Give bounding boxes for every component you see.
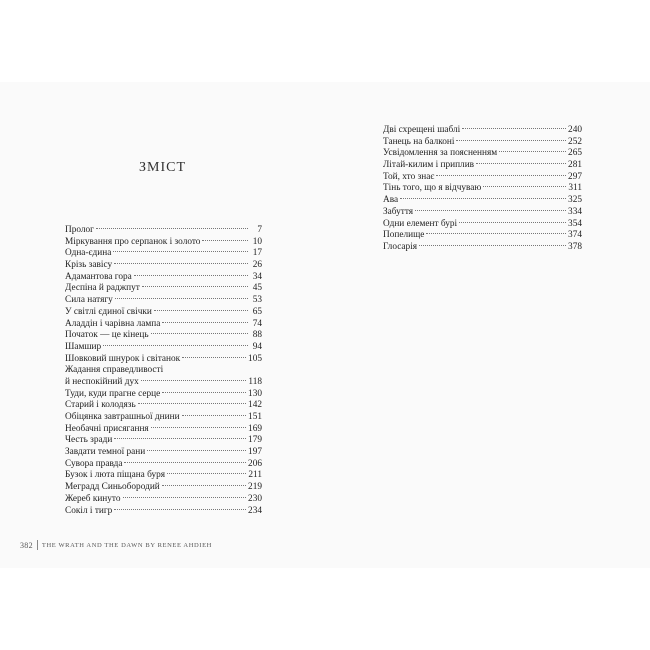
toc-entry xyxy=(383,183,582,195)
toc-entry-title: Тінь того, що я відчуваю xyxy=(383,183,482,194)
toc-entry xyxy=(65,424,262,436)
toc-leader-dots xyxy=(151,427,246,428)
toc-leader-dots xyxy=(167,473,246,474)
toc-entry-title: Необачні присягання xyxy=(65,423,149,434)
toc-entry xyxy=(383,125,582,137)
toc-entry xyxy=(65,506,262,518)
toc-entry-title: Танець на балконі xyxy=(383,136,455,147)
toc-entry-page: 219 xyxy=(248,482,262,493)
toc-entry-title: Початок — це кінець xyxy=(65,330,149,341)
toc-entry-page: 65 xyxy=(252,306,262,317)
toc-entry xyxy=(65,447,262,459)
toc-entry-page: 354 xyxy=(568,218,582,229)
toc-entry-page: 230 xyxy=(248,493,262,504)
toc-entry xyxy=(65,354,262,366)
toc-entry xyxy=(65,272,262,284)
toc-leader-dots xyxy=(123,497,247,498)
toc-entry-page: 297 xyxy=(568,171,582,182)
toc-entry-title: Одна-єдина xyxy=(65,248,112,259)
toc-entry-page: 240 xyxy=(568,125,582,135)
toc-entry-title: й неспокійний дух xyxy=(65,376,139,387)
toc-leader-dots xyxy=(182,357,246,358)
toc-entry-page: 325 xyxy=(568,195,582,206)
toc-leader-dots xyxy=(456,140,566,141)
toc-entry-title: Адамантова гора xyxy=(65,271,132,282)
running-title: THE WRATH AND THE DAWN BY RENEE AHDIEH xyxy=(41,541,212,549)
right-page xyxy=(325,82,650,568)
toc-list-left xyxy=(65,225,262,517)
toc-entry xyxy=(383,242,582,254)
toc-entry-page: 74 xyxy=(252,318,262,329)
toc-entry-page: 45 xyxy=(252,283,262,294)
toc-entry xyxy=(65,365,262,377)
footer-divider xyxy=(37,540,38,550)
toc-entry-page: 130 xyxy=(248,388,262,399)
toc-leader-dots xyxy=(142,286,248,287)
toc-entry-page: 252 xyxy=(568,136,582,147)
toc-entry-title: Попелище xyxy=(383,230,425,241)
toc-leader-dots xyxy=(483,186,566,187)
toc-entry-title: Сокіл і тигр xyxy=(65,505,113,516)
toc-entry-title: Жереб кинуто xyxy=(65,493,121,504)
toc-entry xyxy=(65,248,262,260)
toc-leader-dots xyxy=(415,210,566,211)
toc-entry-page: 179 xyxy=(248,435,262,446)
toc-entry-page: 34 xyxy=(252,271,262,282)
toc-entry xyxy=(65,237,262,249)
toc-entry xyxy=(383,160,582,172)
toc-entry-title: Сувора правда xyxy=(65,458,123,469)
toc-leader-dots xyxy=(400,198,566,199)
toc-leader-dots xyxy=(151,333,248,334)
toc-leader-dots xyxy=(476,163,566,164)
toc-entry xyxy=(65,342,262,354)
toc-entry-title: Честь зради xyxy=(65,435,113,446)
toc-leader-dots xyxy=(115,298,248,299)
toc-leader-dots xyxy=(124,462,246,463)
toc-entry-title: Обіцянка завтрашньої днини xyxy=(65,412,180,422)
toc-entry-title: Бузок і люта піщана буря xyxy=(65,470,166,481)
toc-entry-page: 17 xyxy=(252,248,262,259)
toc-entry xyxy=(65,295,262,307)
toc-entry xyxy=(383,207,582,219)
toc-leader-dots xyxy=(103,345,248,346)
toc-entry xyxy=(65,435,262,447)
book-spread xyxy=(0,82,650,568)
toc-entry-page: 105 xyxy=(248,353,262,364)
toc-entry-page: 281 xyxy=(568,160,582,171)
toc-entry-title: Аладдін і чарівна лампа xyxy=(65,318,161,329)
toc-entry xyxy=(65,319,262,331)
toc-entry xyxy=(383,219,582,231)
toc-leader-dots xyxy=(426,233,566,234)
toc-entry-page: 142 xyxy=(248,400,262,411)
toc-entry-page: 197 xyxy=(248,447,262,458)
toc-entry-page: 118 xyxy=(248,376,262,387)
toc-entry-page: 53 xyxy=(252,295,262,306)
toc-entry-title: Той, хто знає xyxy=(383,171,435,182)
toc-entry-title: Сила натягу xyxy=(65,295,113,306)
toc-entry-title: Забуття xyxy=(383,206,414,217)
toc-leader-dots xyxy=(134,275,248,276)
toc-leader-dots xyxy=(499,151,566,152)
toc-entry-page: 311 xyxy=(568,183,582,194)
toc-leader-dots xyxy=(114,509,246,510)
toc-leader-dots xyxy=(96,228,248,229)
toc-entry xyxy=(383,230,582,242)
toc-entry-title: Жадання справедливості xyxy=(65,365,164,376)
toc-leader-dots xyxy=(419,245,566,246)
toc-leader-dots xyxy=(162,485,246,486)
left-page xyxy=(0,82,325,568)
toc-entry xyxy=(65,412,262,424)
toc-entry-title: Літай-килим і приплив xyxy=(383,160,475,171)
toc-entry-page: 10 xyxy=(252,236,262,247)
toc-entry-page: 151 xyxy=(248,412,262,422)
toc-leader-dots xyxy=(147,450,246,451)
toc-entry-page: 378 xyxy=(568,241,582,252)
toc-entry xyxy=(65,389,262,401)
toc-entry-page: 374 xyxy=(568,230,582,241)
toc-leader-dots xyxy=(141,380,247,381)
toc-entry-title: У світлі єдиної свічки xyxy=(65,306,152,317)
toc-leader-dots xyxy=(114,438,246,439)
toc-entry-page: 265 xyxy=(568,148,582,159)
toc-entry xyxy=(65,400,262,412)
toc-leader-dots xyxy=(202,240,248,241)
toc-entry-page: 211 xyxy=(248,470,262,481)
toc-entry-page: 7 xyxy=(257,225,262,235)
toc-leader-dots xyxy=(114,263,248,264)
toc-entry xyxy=(65,283,262,295)
toc-entry xyxy=(65,307,262,319)
toc-entry-page: 26 xyxy=(252,260,262,271)
toc-title: ЗМІСТ xyxy=(138,160,186,175)
toc-entry xyxy=(65,377,262,389)
toc-leader-dots xyxy=(162,392,246,393)
toc-entry xyxy=(65,260,262,272)
toc-entry xyxy=(65,494,262,506)
toc-entry-title: Туди, куди прагне серце xyxy=(65,388,161,399)
toc-entry-page: 169 xyxy=(248,423,262,434)
toc-entry-title: Меградд Синьобородий xyxy=(65,482,160,493)
toc-entry xyxy=(65,459,262,471)
toc-entry xyxy=(383,195,582,207)
toc-entry-title: Крізь завісу xyxy=(65,260,113,271)
toc-leader-dots xyxy=(113,251,248,252)
toc-entry xyxy=(65,330,262,342)
toc-leader-dots xyxy=(182,415,246,416)
toc-entry-title: Дві схрещені шаблі xyxy=(383,125,461,135)
toc-entry xyxy=(383,148,582,160)
page-footer xyxy=(20,540,212,550)
toc-entry xyxy=(383,137,582,149)
toc-entry xyxy=(65,225,262,237)
toc-leader-dots xyxy=(138,403,246,404)
toc-entry-title: Шовковий шнурок і світанок xyxy=(65,353,181,364)
toc-entry-title: Одни елемент бурі xyxy=(383,218,458,229)
toc-entry-title: Шамшир xyxy=(65,341,102,352)
toc-entry-title: Пролог xyxy=(65,225,94,235)
toc-entry-title: Старий і колодязь xyxy=(65,400,136,411)
toc-entry-page: 334 xyxy=(568,206,582,217)
toc-entry-page: 234 xyxy=(248,505,262,516)
toc-leader-dots xyxy=(162,322,248,323)
toc-entry xyxy=(65,470,262,482)
page-number: 382 xyxy=(20,540,33,550)
toc-entry-title: Завдати темної рани xyxy=(65,447,146,458)
toc-entry-title: Міркування про серпанок і золото xyxy=(65,236,201,247)
toc-entry-page: 88 xyxy=(252,330,262,341)
toc-entry-page: 206 xyxy=(248,458,262,469)
toc-entry xyxy=(65,482,262,494)
toc-entry-page: 94 xyxy=(252,341,262,352)
toc-entry-title: Ава xyxy=(383,195,399,206)
toc-list-right xyxy=(383,125,582,254)
toc-leader-dots xyxy=(154,310,248,311)
toc-leader-dots xyxy=(462,128,566,129)
toc-leader-dots xyxy=(459,222,566,223)
toc-entry-title: Деспіна й раджпут xyxy=(65,283,140,294)
toc-entry-title: Усвідомлення за поясненням xyxy=(383,148,498,159)
toc-entry xyxy=(383,172,582,184)
toc-entry-title: Глосарія xyxy=(383,241,418,252)
toc-leader-dots xyxy=(436,175,566,176)
